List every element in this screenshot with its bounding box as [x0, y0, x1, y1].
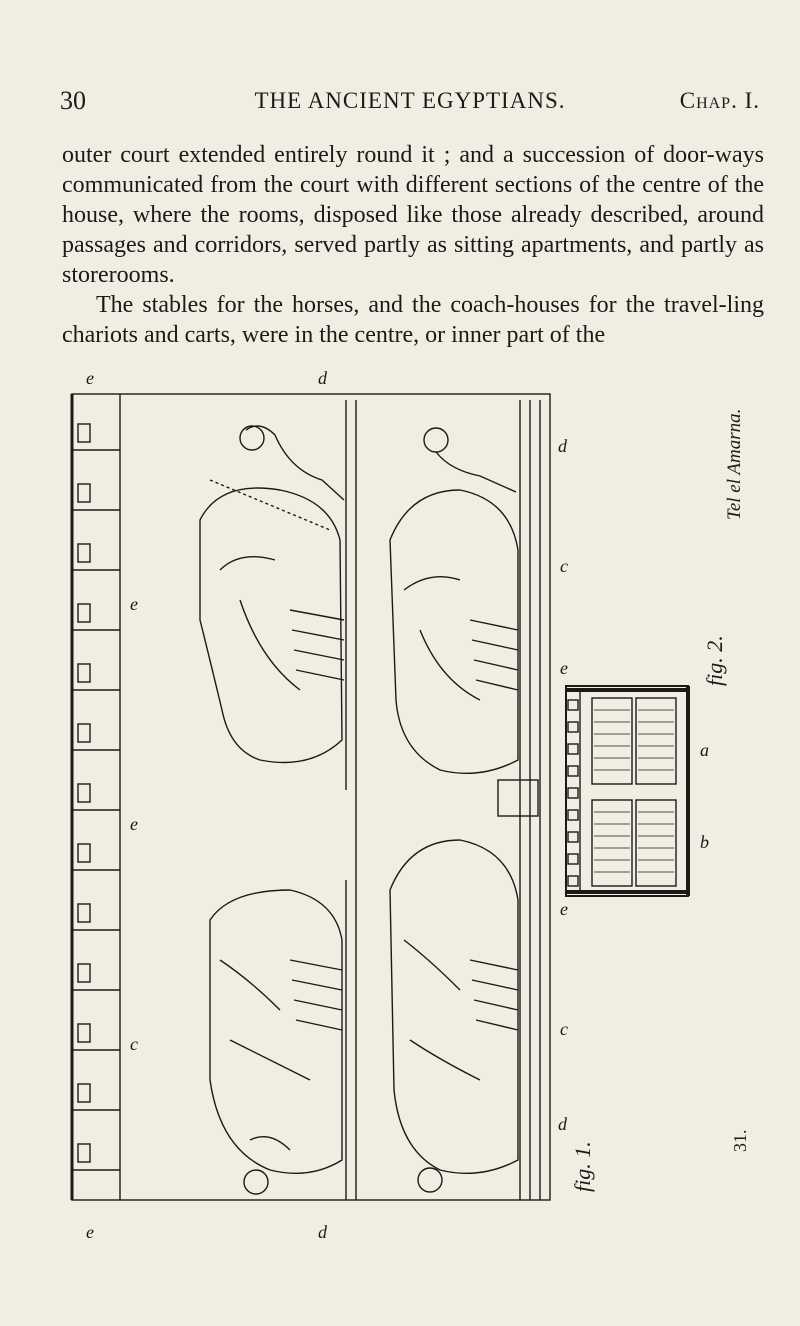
fig1-caption: fig. 1. — [570, 1141, 595, 1192]
running-header — [60, 86, 760, 116]
stall-row — [72, 424, 120, 1170]
page-number: 30 — [60, 86, 86, 115]
chapter-label: Chap. I. — [679, 88, 760, 113]
location-caption: Tel el Amarna. — [724, 408, 745, 520]
label-d-bottom: d — [318, 1222, 327, 1242]
label-c-right-top: c — [560, 556, 568, 576]
figure-plate — [60, 360, 760, 1280]
label-c-right-bottom: c — [560, 1019, 568, 1039]
label-d-right-top: d — [558, 436, 567, 456]
label-c-left: c — [130, 1034, 138, 1054]
running-title: THE ANCIENT EGYPTIANS. — [254, 88, 566, 113]
label-d-right-bottom: d — [558, 1114, 567, 1134]
stable-plan-drawing — [60, 360, 760, 1280]
paragraph-2: The stables for the horses, and the coach-houses for the travel-ling chariots and carts, were in the centre, or inner part of the — [62, 292, 764, 348]
horse-figure-upper-right — [390, 428, 518, 773]
horse-figure-upper-left — [200, 426, 344, 763]
label-b: b — [700, 832, 709, 852]
label-e-right: e — [560, 658, 568, 678]
label-a: a — [700, 740, 709, 760]
horse-figure-lower-right — [390, 840, 518, 1192]
label-d-top: d — [318, 368, 327, 388]
label-e-bottom: e — [86, 1222, 94, 1242]
fig2-caption: fig. 2. — [702, 635, 727, 686]
label-e-top: e — [86, 368, 94, 388]
label-e-upper: e — [130, 594, 138, 614]
label-e-right-lower: e — [560, 899, 568, 919]
horse-figure-lower-left — [210, 890, 342, 1194]
label-e-middle: e — [130, 814, 138, 834]
fig2-plan — [566, 686, 688, 896]
paragraph-1: outer court extended entirely round it ; and a succession of door-ways communicated from the court with different sections of the centre of the house, where the rooms, disposed like those already described, around passages and corridors, served partly as sitting apartments, and partly as storerooms. — [62, 142, 764, 288]
body-text — [62, 140, 764, 350]
plate-number: 31. — [730, 1129, 750, 1152]
